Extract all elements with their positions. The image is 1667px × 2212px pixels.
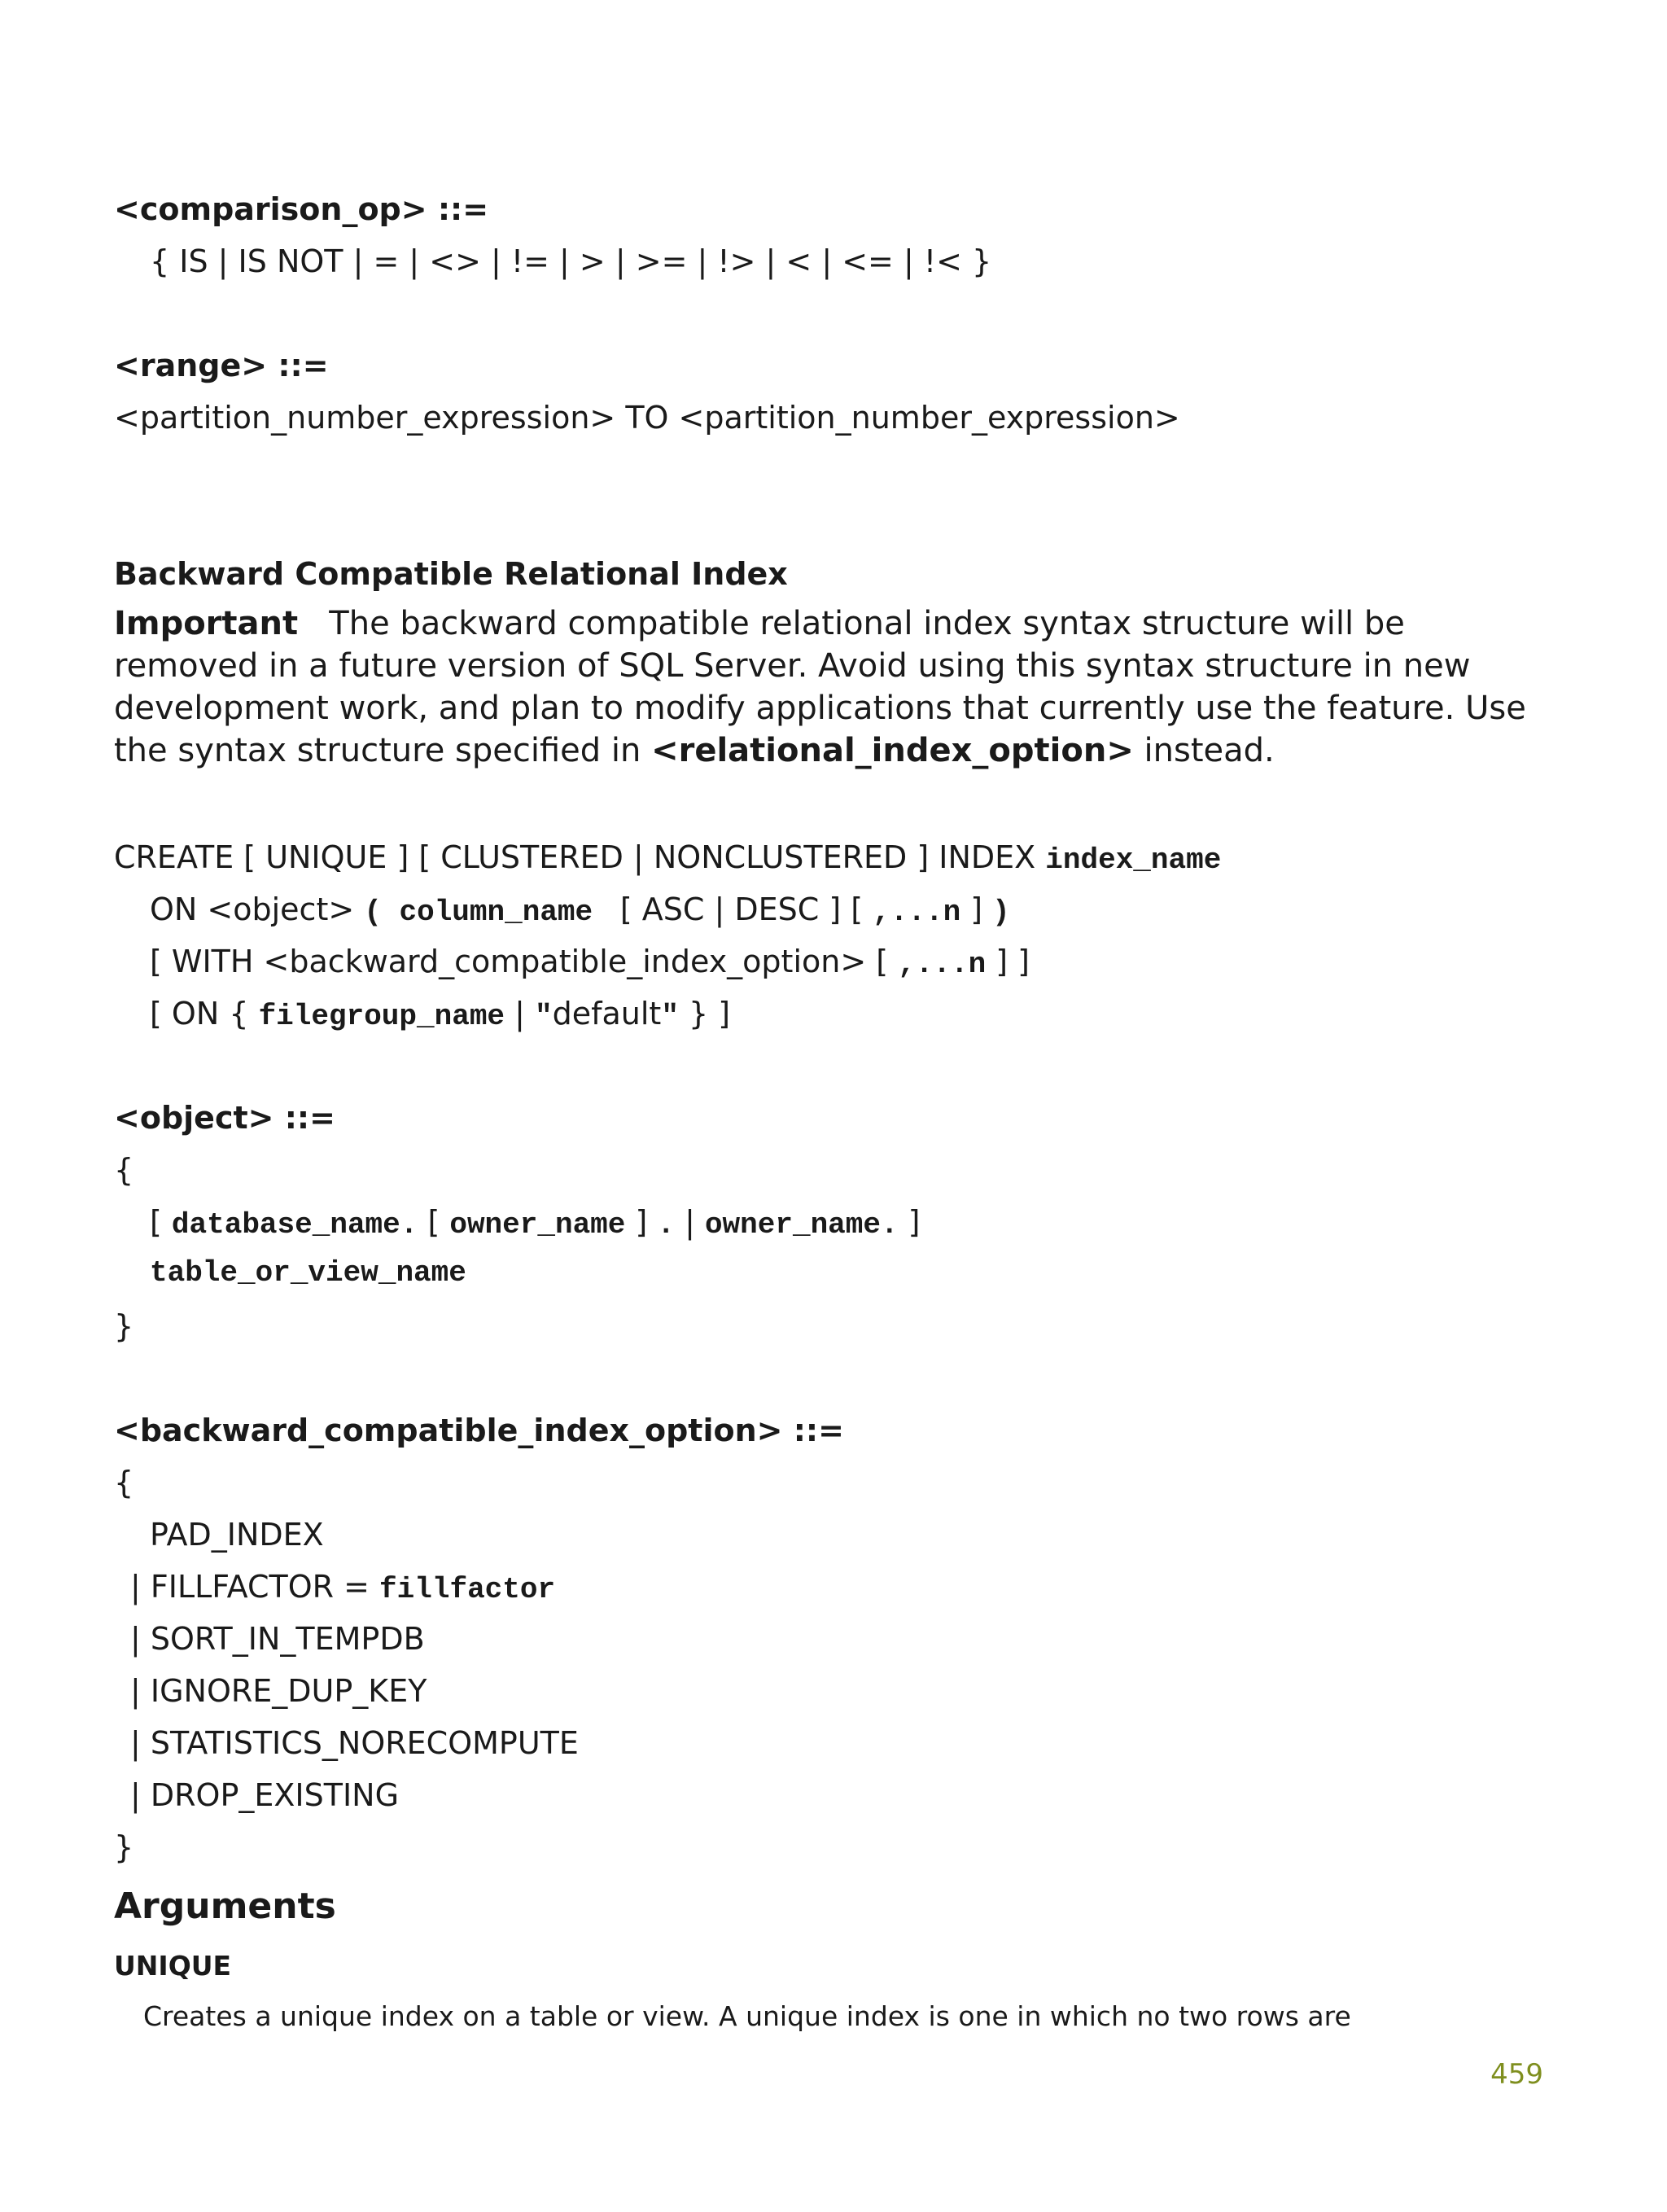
bc-option-drop-existing: | DROP_EXISTING <box>130 1777 400 1813</box>
create-line-1 <box>114 839 1222 877</box>
on-close-text: } ] <box>678 996 731 1032</box>
on-filegroup-text: [ ON { <box>150 996 259 1032</box>
fillfactor-text: | FILLFACTOR = <box>130 1569 380 1605</box>
unique-description: Creates a unique index on a table or view. A unique index is one in which no two rows are <box>143 2000 1351 2032</box>
bracket-close-text: ] <box>960 891 993 927</box>
n-code: ,...n <box>873 896 961 929</box>
object-line-1 <box>150 1204 921 1242</box>
bracket-open-2: [ <box>418 1204 450 1240</box>
object-close-brace: } <box>114 1308 134 1344</box>
quote-open: " <box>535 1000 553 1033</box>
on-object-text: ON <object> <box>150 891 365 927</box>
range-heading: <range> ::= <box>114 348 329 383</box>
paren-open: ( <box>364 896 382 929</box>
dot-code: . <box>657 1208 675 1242</box>
important-note <box>114 602 1555 772</box>
paren-close: ) <box>992 896 1010 929</box>
asc-desc-text: [ ASC | DESC ] [ <box>610 891 873 927</box>
bc-option-pad-index: PAD_INDEX <box>150 1517 324 1553</box>
unique-term: UNIQUE <box>114 1950 232 1982</box>
range-body: <partition_number_expression> TO <partition_number_expression> <box>114 400 1180 436</box>
page-number: 459 <box>1490 2058 1543 2091</box>
important-label: Important <box>114 605 299 642</box>
bracket-close: ] <box>625 1204 658 1240</box>
section-title: Backward Compatible Relational Index <box>114 556 788 592</box>
comparison-op-body: { IS | IS NOT | = | <> | != | > | >= | !> | < | <= | !< } <box>150 243 992 279</box>
database-name-code: database_name. <box>171 1208 418 1242</box>
table-or-view-name-code: table_or_view_name <box>150 1256 466 1290</box>
create-line-2 <box>150 891 1010 929</box>
n-code-2: ,...n <box>898 948 987 981</box>
with-text: [ WITH <backward_compatible_index_option> [ <box>150 944 899 979</box>
object-open-brace: { <box>114 1152 134 1188</box>
comparison-op-heading: <comparison_op> ::= <box>114 191 489 227</box>
column-name-code: column_name <box>381 896 610 929</box>
create-line-3 <box>150 946 1030 979</box>
bc-option-heading: <backward_compatible_index_option> ::= <box>114 1413 844 1448</box>
with-close-text: ] ] <box>986 944 1030 979</box>
index-name-code: index_name <box>1045 843 1222 877</box>
bc-option-open-brace: { <box>114 1465 134 1500</box>
bc-option-sort-in-tempdb: | SORT_IN_TEMPDB <box>130 1621 425 1657</box>
important-tail: instead. <box>1133 732 1275 769</box>
pipe-text-2: | <box>674 1204 705 1240</box>
bracket-open: [ <box>150 1204 172 1240</box>
create-line-4 <box>150 998 730 1032</box>
important-text: The backward compatible relational index syntax structure will be removed in a future version of SQL Server. Avoid using this syntax structure in new development work, and plan to modify applications that currently use the feature. Use the syntax structure specified in <box>114 605 1526 769</box>
important-ref: <relational_index_option> <box>651 732 1134 769</box>
quote-close: " <box>661 1000 679 1033</box>
arguments-title: Arguments <box>114 1886 336 1927</box>
bc-option-close-brace: } <box>114 1829 134 1865</box>
default-text: default <box>552 996 662 1032</box>
bc-option-statistics-norecompute: | STATISTICS_NORECOMPUTE <box>130 1725 579 1761</box>
filegroup-name-code: filegroup_name <box>258 1000 505 1033</box>
bracket-close-2: ] <box>898 1204 921 1240</box>
bc-option-ignore-dup-key: | IGNORE_DUP_KEY <box>130 1673 427 1709</box>
bc-option-fillfactor <box>130 1571 555 1605</box>
object-heading: <object> ::= <box>114 1100 335 1136</box>
pipe-text: | <box>505 996 535 1032</box>
fillfactor-code: fillfactor <box>379 1573 556 1606</box>
owner-name-code: owner_name <box>449 1208 626 1242</box>
create-text: CREATE [ UNIQUE ] [ CLUSTERED | NONCLUSTERED ] INDEX <box>114 839 1046 875</box>
owner-name-dot-code: owner_name. <box>704 1208 899 1242</box>
